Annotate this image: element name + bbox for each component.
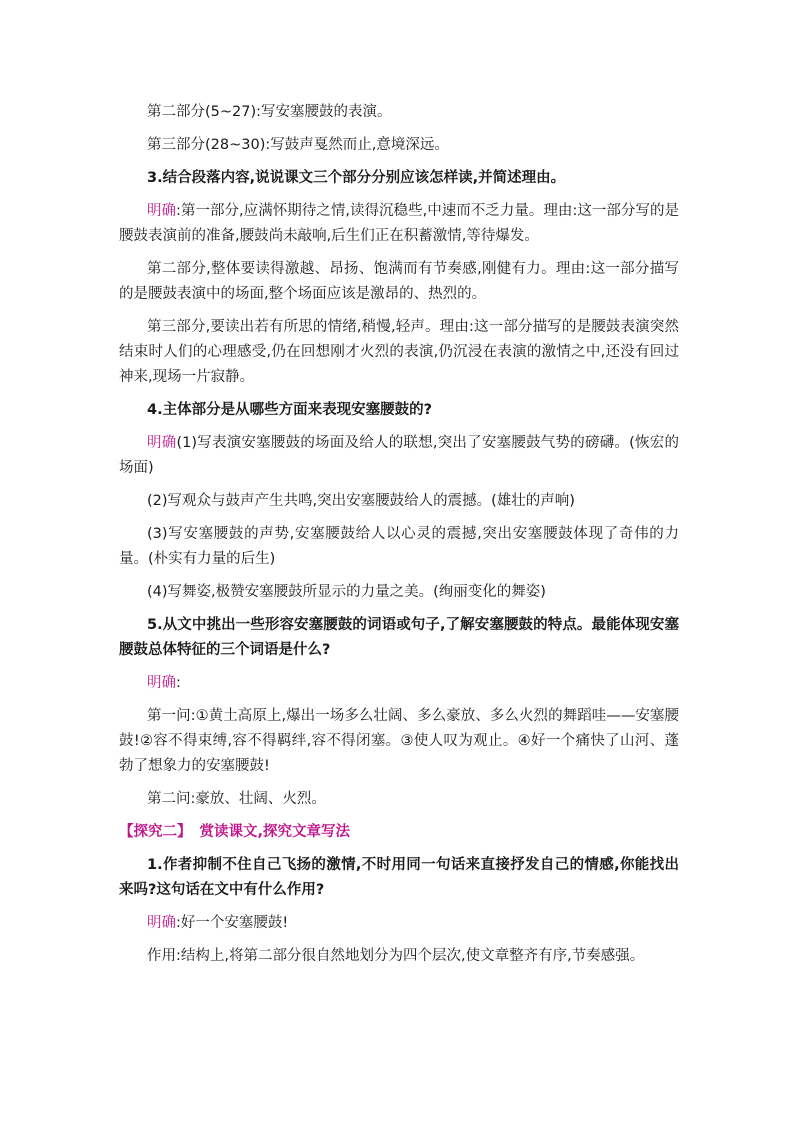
answer-5-colon: : xyxy=(176,675,181,691)
answer-label: 明确 xyxy=(147,203,177,219)
answer-4-item-2: (2)写观众与鼓声产生共鸣,突出安塞腰鼓给人的震撼。(雄壮的声响) xyxy=(147,493,575,509)
answer-4-item-4: (4)写舞姿,极赞安塞腰鼓所显示的力量之美。(绚丽变化的舞姿) xyxy=(147,584,546,600)
answer-4-item-1 xyxy=(119,431,679,481)
answer-label: 明确 xyxy=(147,915,176,931)
question-6: 1.作者抑制不住自己飞扬的激情,不时用同一句话来直接抒发自己的情感,你能找出来吗?这句话在文中有什么作用? xyxy=(119,857,679,898)
answer-label: 明确 xyxy=(147,435,177,451)
answer-6-p1 xyxy=(119,911,679,936)
answer-5-label-line xyxy=(119,671,679,696)
answer-3-p2: 第二部分,整体要读得激越、昂扬、饱满而有节奏感,刚健有力。理由:这一部分描写的是腰鼓表演中的场面,整个场面应该是激昂的、热烈的。 xyxy=(119,261,679,302)
question-3: 3.结合段落内容,说说课文三个部分分别应该怎样读,并简述理由。 xyxy=(147,170,566,186)
paragraph-part3: 第三部分(28~30):写鼓声戛然而止,意境深远。 xyxy=(147,137,449,153)
answer-6-text: :好一个安塞腰鼓! xyxy=(176,915,289,931)
answer-4-item-3: (3)写安塞腰鼓的声势,安塞腰鼓给人以心灵的震撼,突出安塞腰鼓体现了奇伟的力量。(朴实有力量的后生) xyxy=(119,526,679,567)
section-tag: 【探究二】 xyxy=(119,824,192,840)
section-title: 赏读课文,探究文章写法 xyxy=(199,824,351,840)
section-heading xyxy=(119,820,679,845)
answer-6-p2: 作用:结构上,将第二部分很自然地划分为四个层次,使文章整齐有序,节奏感强。 xyxy=(147,948,645,964)
document-body xyxy=(119,100,679,977)
answer-3-p3: 第三部分,要读出若有所思的情绪,稍慢,轻声。理由:这一部分描写的是腰鼓表演突然结束时人们的心理感受,仍在回想刚才火烈的表演,仍沉浸在表演的激情之中,还没有回过神来,现场一片寂静。 xyxy=(119,319,679,385)
answer-label: 明确 xyxy=(147,675,176,691)
paragraph-part2: 第二部分(5~27):写安塞腰鼓的表演。 xyxy=(147,104,392,120)
answer-3-text: :第一部分,应满怀期待之情,读得沉稳些,中速而不乏力量。理由:这一部分写的是腰鼓表演前的准备,腰鼓尚未敲响,后生们正在积蓄激情,等待爆发。 xyxy=(119,203,679,244)
answer-5-first: 第一问:①黄土高原上,爆出一场多么壮阔、多么豪放、多么火烈的舞蹈哇——安塞腰鼓!②容不得束缚,容不得羁绊,容不得闭塞。③使人叹为观止。④好一个痛快了山河、蓬勃了想象力的安塞腰鼓! xyxy=(119,708,679,774)
question-5: 5.从文中挑出一些形容安塞腰鼓的词语或句子,了解安塞腰鼓的特点。最能体现安塞腰鼓总体特征的三个词语是什么? xyxy=(119,617,679,658)
answer-4-item-1-text: (1)写表演安塞腰鼓的场面及给人的联想,突出了安塞腰鼓气势的磅礴。(恢宏的场面) xyxy=(119,435,680,476)
question-4: 4.主体部分是从哪些方面来表现安塞腰鼓的? xyxy=(147,402,433,418)
answer-5-second: 第二问:豪放、壮阔、火烈。 xyxy=(147,791,326,807)
answer-3-p1 xyxy=(119,199,679,249)
